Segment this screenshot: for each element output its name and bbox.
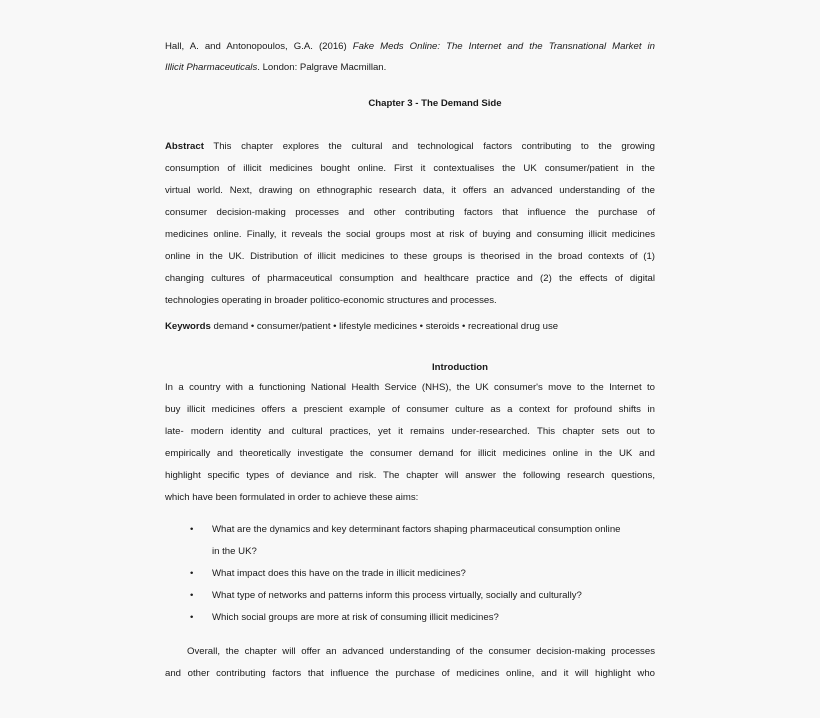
- bullet-icon: •: [190, 590, 194, 601]
- reference-publisher: . London: Palgrave Macmillan.: [257, 62, 387, 73]
- question-item: Which social groups are more at risk of consuming illicit medicines?: [212, 612, 499, 623]
- intro-line: In a country with a functioning National Health Service (NHS), the UK consumer's move to the Internet to: [165, 382, 655, 393]
- abstract-text: This chapter explores the cultural and technological factors contributing to the growing: [213, 141, 655, 152]
- question-item-cont: in the UK?: [212, 546, 257, 557]
- question-item: What type of networks and patterns inform this process virtually, socially and culturally?: [212, 590, 582, 601]
- bullet-icon: •: [190, 524, 194, 535]
- bullet-icon: •: [190, 612, 194, 623]
- intro-line: highlight specific types of deviance and risk. The chapter will answer the following research questions,: [165, 470, 655, 481]
- abstract-label: Abstract: [165, 141, 204, 152]
- bullet-icon: •: [190, 568, 194, 579]
- abstract-line: [165, 141, 655, 153]
- question-item: What impact does this have on the trade in illicit medicines?: [212, 568, 466, 579]
- question-item: What are the dynamics and key determinant factors shaping pharmaceutical consumption online: [212, 524, 621, 535]
- abstract-line: changing cultures of pharmaceutical consumption and healthcare practice and (2) the effects of digital: [165, 273, 655, 284]
- reference-line-2: [165, 62, 655, 74]
- abstract-line: consumer decision-making processes and other contributing factors that influence the purchase of: [165, 207, 655, 218]
- reference-title-cont: Illicit Pharmaceuticals: [165, 62, 258, 73]
- closing-line: and other contributing factors that influence the purchase of medicines online, and it will highlight who: [165, 668, 655, 679]
- reference-line-1: [165, 41, 655, 53]
- reference-authors: Hall, A. and Antonopoulos, G.A. (2016): [165, 41, 353, 52]
- reference-title: Fake Meds Online: The Internet and the Transnational Market in: [352, 41, 655, 52]
- keywords-line: [165, 321, 655, 333]
- abstract-line: consumption of illicit medicines bought online. First it contextualises the UK consumer/patient in the: [165, 163, 655, 174]
- intro-line: empirically and theoretically investigate the consumer demand for illicit medicines online in the UK and: [165, 448, 655, 459]
- abstract-line: online in the UK. Distribution of illicit medicines to these groups is theorised in the broad contexts of (1): [165, 251, 655, 262]
- closing-line: Overall, the chapter will offer an advanced understanding of the consumer decision-making processes: [187, 646, 655, 657]
- intro-line: buy illicit medicines offers a prescient example of consumer culture as a context for profound shifts in: [165, 404, 655, 415]
- abstract-line: medicines online. Finally, it reveals the social groups most at risk of buying and consuming illicit medicines: [165, 229, 655, 240]
- abstract-line: technologies operating in broader politico-economic structures and processes.: [165, 295, 497, 306]
- chapter-title: Chapter 3 - The Demand Side: [368, 98, 502, 109]
- keywords-label: Keywords: [165, 321, 211, 332]
- introduction-heading: Introduction: [432, 362, 488, 373]
- keywords-text: demand • consumer/patient • lifestyle medicines • steroids • recreational drug use: [213, 321, 559, 332]
- intro-line: which have been formulated in order to achieve these aims:: [165, 492, 419, 503]
- abstract-line: virtual world. Next, drawing on ethnographic research data, it offers an advanced understanding of the: [165, 185, 655, 196]
- intro-line: late- modern identity and cultural practices, yet it remains under-researched. This chapter sets out to: [165, 426, 655, 437]
